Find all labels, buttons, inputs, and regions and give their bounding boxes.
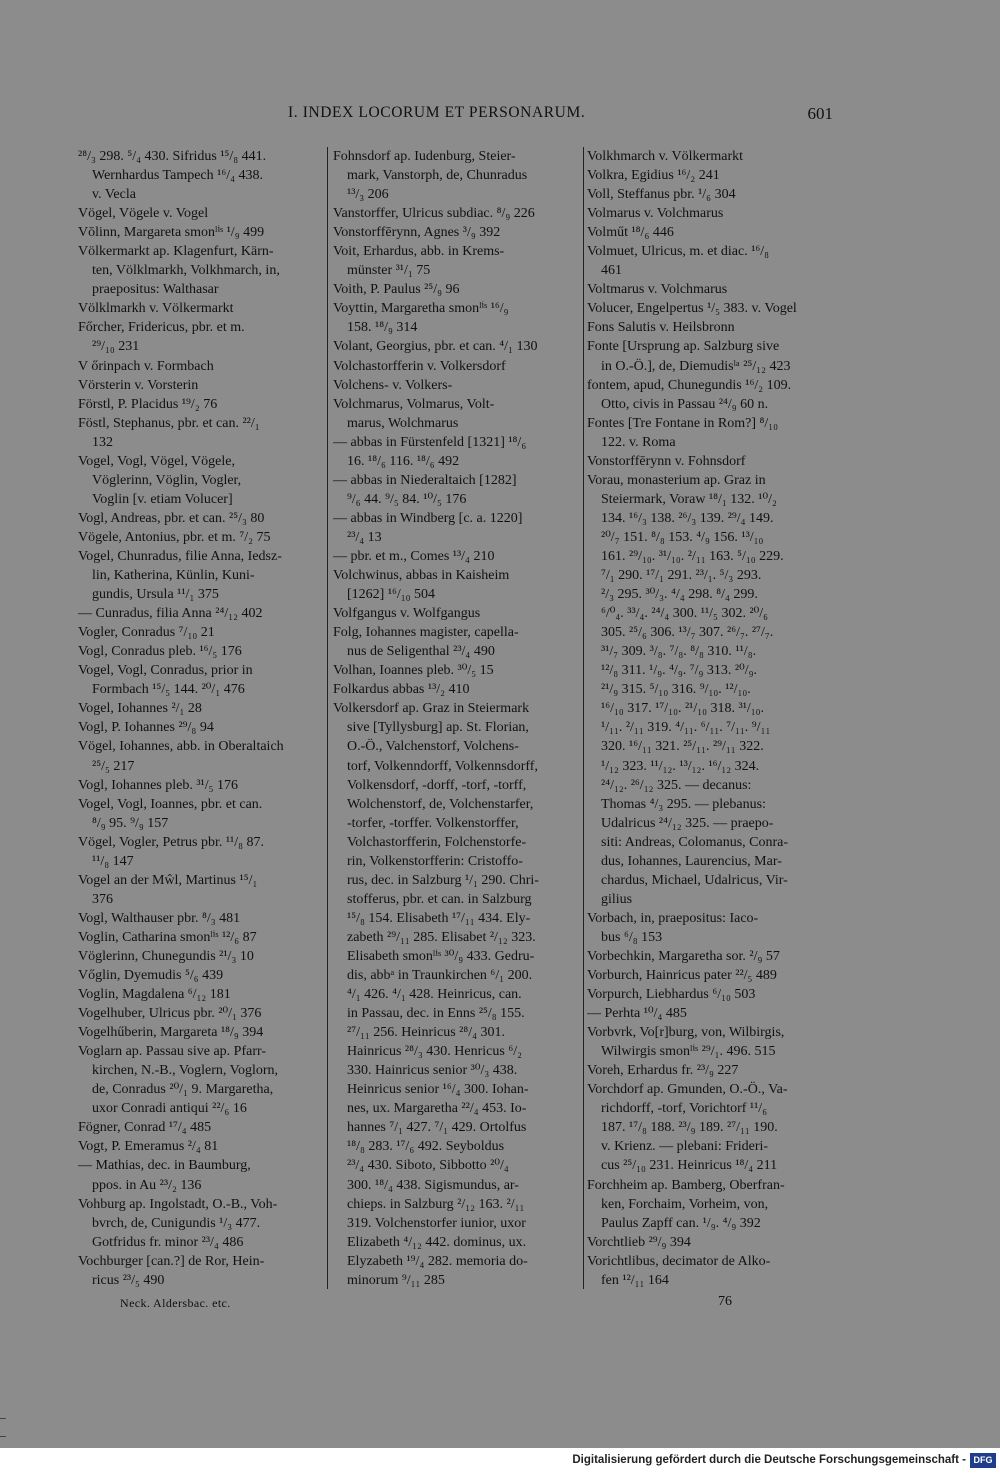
index-entry-line: 158. ¹⁸/₉ 314	[347, 320, 418, 336]
index-entry-line: 461	[601, 263, 622, 279]
index-entry-line: — abbas in Niederaltaich [1282]	[333, 472, 517, 488]
index-entry-line: Vorbach, in, praepositus: Iaco-	[587, 910, 759, 926]
index-entry-line: Vogler, Conradus ⁷/₁₀ 21	[78, 625, 215, 641]
column-divider	[583, 147, 584, 1289]
index-entry-line: de, Conradus ²⁰/₁ 9. Margaretha,	[92, 1082, 274, 1098]
index-entry-line: Völklmarkh v. Völkermarkt	[78, 301, 234, 317]
index-entry-line: Volucer, Engelpertus ¹/₅ 383. v. Vogel	[587, 301, 797, 317]
index-entry-line: Paulus Zapff can. ¹/₉. ⁴/₉ 392	[601, 1215, 761, 1231]
index-entry-line: Elizabeth ⁴/₁₂ 442. dominus, ux.	[347, 1234, 527, 1250]
index-entry-line: Förstl, P. Placidus ¹⁹/₂ 76	[78, 396, 218, 412]
index-entry-line: ⁶/⁰₄. ³³/₄. ²⁴/₄ 300. ¹¹/₅ 302. ²⁰/₆	[601, 606, 769, 622]
page-title: I. INDEX LOCORUM ET PERSONARUM.	[288, 104, 586, 121]
index-entry-line: Vogel, Chunradus, filie Anna, Iedsz-	[78, 548, 282, 564]
index-entry-line: — abbas in Fürstenfeld [1321] ¹⁸/₆	[333, 434, 527, 450]
index-entry-line: rin, Volkenstorfferin: Cristoffo-	[347, 853, 523, 869]
index-entry-line: torf, Volkenndorff, Volkennsdorff,	[347, 758, 538, 774]
index-entry-line: 16. ¹⁸/₆ 116. ¹⁸/₆ 492	[347, 453, 460, 469]
index-entry-line: Vonstorffērynn v. Fohnsdorf	[587, 453, 746, 469]
index-entry-line: Vorpurch, Liebhardus ⁶/₁₀ 503	[587, 987, 756, 1003]
index-entry-line: Elyzabeth ¹⁹/₄ 282. memoria do-	[347, 1253, 528, 1269]
index-entry-line: Fohnsdorf ap. Iudenburg, Steier-	[333, 149, 516, 164]
index-entry-line: gundis, Ursula ¹¹/₁ 375	[92, 587, 219, 603]
index-entry-line: nus de Seligenthal ²³/₄ 490	[347, 644, 495, 660]
index-entry-line: 161. ²⁹/₁₀. ³¹/₁₀. ²/₁₁ 163. ⁵/₁₀ 229.	[601, 548, 784, 564]
index-entry-line: Vohburg ap. Ingolstadt, O.-B., Voh-	[78, 1196, 278, 1212]
index-entry-line: Föstl, Stephanus, pbr. et can. ²²/₁	[78, 415, 260, 431]
index-entry-line: Otto, civis in Passau ²⁴/₉ 60 n.	[601, 396, 769, 412]
index-entry-line: stofferus, pbr. et can. in Salzburg	[347, 891, 532, 907]
index-entry-line: chieps. in Salzburg ²/₁₂ 163. ²/₁₁	[347, 1196, 525, 1212]
index-entry-line: Vögel, Vogler, Petrus pbr. ¹¹/₈ 87.	[78, 834, 265, 850]
index-entry-line: Voglin, Magdalena ⁶/₁₂ 181	[78, 987, 231, 1003]
index-entry-line: dis, abbᵃ in Traunkirchen ⁶/₁ 200.	[347, 968, 533, 984]
index-entry-line: Elisabeth smonˡⁱˢ ³⁰/₉ 433. Gedru-	[347, 948, 535, 964]
index-entry-line: Vöglerinn, Vöglin, Vogler,	[92, 472, 242, 488]
index-entry-line: Voglarn ap. Passau sive ap. Pfarr-	[78, 1044, 267, 1060]
index-entry-line: Vőglin, Dyemudis ⁵/₆ 439	[78, 968, 224, 984]
index-entry-line: Volmarus v. Volchmarus	[587, 206, 724, 222]
index-entry-line: Vogelhűberin, Margareta ¹⁸/₉ 394	[78, 1025, 264, 1041]
index-entry-line: 320. ¹⁶/₁₁ 321. ²⁵/₁₁. ²⁹/₁₁ 322.	[601, 739, 764, 755]
index-entry-line: Thomas ⁴/₃ 295. — plebanus:	[601, 796, 766, 812]
index-entry-line: cus ²⁵/₁₀ 231. Heinricus ¹⁸/₄ 211	[601, 1158, 778, 1174]
index-entry-line: ken, Forchaim, Vorheim, von,	[601, 1196, 769, 1212]
index-entry-line: Volchwinus, abbas in Kaisheim	[333, 568, 510, 584]
footer-sheet-number: 76	[718, 1294, 732, 1309]
index-entry-line: ⁸/₉ 95. ⁹/₉ 157	[92, 815, 169, 831]
index-entry-line: Vorchtlieb ²⁹/₉ 394	[587, 1234, 691, 1250]
index-entry-line: ¹³/₃ 206	[347, 187, 389, 203]
index-entry-line: Volkra, Egidius ¹⁶/₂ 241	[587, 168, 720, 184]
index-entry-line: Steiermark, Voraw ¹⁸/₁ 132. ¹⁰/₂	[601, 491, 777, 507]
index-entry-line: Vanstorffer, Ulricus subdiac. ⁸/₉ 226	[333, 206, 535, 222]
index-entry-line: Vonstorffērynn, Agnes ³/₉ 392	[333, 225, 501, 241]
index-entry-line: ⁷/₁ 290. ¹⁷/₁ 291. ²³/₁. ⁵/₃ 293.	[601, 568, 762, 584]
index-entry-line: praepositus: Walthasar	[92, 282, 219, 298]
index-entry-line: nes, ux. Margaretha ²²/₄ 453. Io-	[347, 1101, 527, 1117]
index-entry-line: 132	[92, 434, 113, 450]
index-entry-line: gilius	[601, 891, 633, 907]
index-entry-line: Vorburch, Hainricus pater ²²/₅ 489	[587, 968, 777, 984]
index-entry-line: bvrch, de, Cunigundis ¹/₃ 477.	[92, 1215, 261, 1231]
index-entry-line: ²⁵/₅ 217	[92, 758, 135, 774]
index-entry-line: Volfgangus v. Wolfgangus	[333, 606, 481, 622]
index-entry-line: Vogel, Vogl, Vögel, Vögele,	[78, 453, 235, 469]
index-entry-line: Vogl, Iohannes pleb. ³¹/₅ 176	[78, 777, 239, 793]
index-entry-line: rus, dec. in Salzburg ¹/₁ 290. Chri-	[347, 872, 539, 888]
index-entry-line: Vögele, Antonius, pbr. et m. ⁷/₂ 75	[78, 529, 271, 545]
index-entry-line: 300. ¹⁸/₄ 438. Sigismundus, ar-	[347, 1177, 519, 1193]
index-entry-line: Vögel, Iohannes, abb. in Oberaltaich	[78, 739, 284, 755]
index-entry-line: Heinricus senior ¹⁶/₄ 300. Iohan-	[347, 1082, 529, 1098]
index-entry-line: Wolchenstorf, de, Volchenstarfer,	[347, 796, 534, 812]
index-entry-line: Voltmarus v. Volchmarus	[587, 282, 728, 298]
index-entry-line: — Mathias, dec. in Baumburg,	[78, 1158, 251, 1174]
index-entry-line: Folkardus abbas ¹³/₂ 410	[333, 682, 470, 698]
index-entry-line: 305. ²⁵/₆ 306. ¹³/₇ 307. ²⁶/₇. ²⁷/₇.	[601, 625, 774, 641]
index-entry-line: Vogel, Vogl, Conradus, prior in	[78, 663, 253, 679]
index-entry-line: 330. Hainricus senior ³⁰/₃ 438.	[347, 1063, 518, 1079]
index-entry-line: Volmuet, Ulricus, m. et diac. ¹⁶/₈	[587, 244, 770, 260]
index-entry-line: Voglin [v. etiam Volucer]	[92, 491, 233, 507]
index-entry-line: ⁹/₆ 44. ⁹/₅ 84. ¹⁰/₅ 176	[347, 491, 467, 507]
index-entry-line: -torfer, -torffer. Volkenstorffer,	[347, 815, 519, 831]
index-entry-line: Volchastorfferin v. Volkersdorf	[333, 358, 506, 374]
index-entry-line: Volant, Georgius, pbr. et can. ⁴/₁ 130	[333, 339, 538, 355]
index-entry-line: marus, Wolchmarus	[347, 415, 459, 431]
index-entry-line: Fonte [Ursprung ap. Salzburg sive	[587, 339, 780, 355]
index-entry-line: Vogl, P. Iohannes ²⁹/₈ 94	[78, 720, 214, 736]
index-entry-line: Voit, Erhardus, abb. in Krems-	[333, 244, 505, 260]
index-entry-line: ²⁹/₁₀ 231	[92, 339, 140, 355]
index-entry-line: ²⁷/₁₁ 256. Heinricus ²⁸/₄ 301.	[347, 1025, 506, 1041]
index-entry-line: Főrcher, Fridericus, pbr. et m.	[78, 320, 245, 336]
index-entry-line: ²⁴/₁₂. ²⁶/₁₂ 325. — decanus:	[601, 777, 752, 793]
index-entry-line: Vorchdorf ap. Gmunden, O.-Ö., Va-	[587, 1082, 788, 1098]
index-entry-line: ²¹/₉ 315. ⁵/₁₀ 316. ⁹/₁₀. ¹²/₁₀.	[601, 682, 751, 698]
index-entry-line: Vögel, Vögele v. Vogel	[78, 206, 209, 222]
index-entry-line: Vorbvrk, Vo[r]burg, von, Wilbirgis,	[587, 1025, 785, 1041]
index-entry-line: Volhan, Ioannes pleb. ³⁰/₅ 15	[333, 663, 494, 679]
index-entry-line: ¹⁵/₈ 154. Elisabeth ¹⁷/₁₁ 434. Ely-	[347, 910, 531, 926]
index-entry-line: — Perhta ¹⁰/₄ 485	[587, 1006, 687, 1022]
index-entry-line: [1262] ¹⁶/₁₀ 504	[347, 587, 436, 603]
index-entry-line: lin, Katherina, Künlin, Kuni-	[92, 568, 255, 584]
index-entry-line: Voll, Steffanus pbr. ¹/₆ 304	[587, 187, 736, 203]
index-entry-line: fen ¹²/₁₁ 164	[601, 1272, 669, 1288]
index-entry-line: Fons Salutis v. Heilsbronn	[587, 320, 735, 336]
index-entry-line: richdorff, -torf, Vorichtorf ¹¹/₆	[601, 1101, 768, 1117]
index-entry-line: ¹/₁₁. ²/₁₁ 319. ⁴/₁₁. ⁶/₁₁. ⁷/₁₁. ⁹/₁₁	[601, 720, 771, 736]
index-entry-line: Vogl, Walthauser pbr. ⁸/₃ 481	[78, 910, 241, 926]
index-entry-line: fontem, apud, Chunegundis ¹⁶/₂ 109.	[587, 377, 792, 393]
index-entry-line: münster ³¹/₁ 75	[347, 263, 431, 279]
index-entry-line: Volchastorfferin, Folchenstorfe-	[347, 834, 527, 850]
margin-tick	[0, 1418, 6, 1419]
index-entry-line: Volkersdorf ap. Graz in Steiermark	[333, 701, 530, 717]
index-column-1	[78, 147, 326, 1295]
index-entry-line: Vochburger [can.?] de Ror, Hein-	[78, 1253, 265, 1269]
funding-bar	[0, 1448, 1000, 1474]
index-entry-line: 187. ¹⁷/₈ 188. ²³/₉ 189. ²⁷/₁₁ 190.	[601, 1120, 778, 1136]
index-entry-line: minorum ⁹/₁₁ 285	[347, 1272, 445, 1288]
index-entry-line: Fontes [Tre Fontane in Rom?] ⁸/₁₀	[587, 415, 779, 431]
index-entry-line: v. Vecla	[92, 187, 136, 203]
index-entry-line: Vorau, monasterium ap. Graz in	[587, 472, 766, 488]
index-entry-line: 122. v. Roma	[601, 434, 676, 450]
index-entry-line: ²³/₄ 13	[347, 529, 382, 545]
index-column-2	[333, 147, 579, 1295]
index-entry-line: ¹/₁₂ 323. ¹¹/₁₂. ¹³/₁₂. ¹⁶/₁₂ 324.	[601, 758, 760, 774]
index-entry-line: Voreh, Erhardus fr. ²³/₉ 227	[587, 1063, 739, 1079]
index-entry-line: O.-Ö., Valchenstorf, Volchens-	[347, 739, 519, 755]
index-entry-line: Vogl, Andreas, pbr. et can. ²⁵/₃ 80	[78, 510, 265, 526]
index-entry-line: ⁴/₁ 426. ⁴/₁ 428. Heinricus, can.	[347, 987, 522, 1003]
index-entry-line: Vorichtlibus, decimator de Alko-	[587, 1253, 771, 1269]
index-entry-line: Voith, P. Paulus ²⁵/₉ 96	[333, 282, 460, 298]
index-entry-line: ¹¹/₈ 147	[92, 853, 134, 869]
index-entry-line: Vogel, Vogl, Ioannes, pbr. et can.	[78, 796, 263, 812]
index-entry-line: sive [Tyllysburg] ap. St. Florian,	[347, 720, 529, 736]
index-entry-line: 134. ¹⁶/₃ 138. ²⁶/₃ 139. ²⁹/₄ 149.	[601, 510, 774, 526]
index-entry-line: ²⁸/₃ 298. ⁵/₄ 430. Sifridus ¹⁵/₈ 441.	[78, 149, 267, 164]
page-number: 601	[807, 104, 833, 123]
index-entry-line: zabeth ²⁹/₁₁ 285. Elisabet ²/₁₂ 323.	[347, 929, 536, 945]
index-entry-line: Fögner, Conrad ¹⁷/₄ 485	[78, 1120, 212, 1136]
index-entry-line: Vogel an der Mŵl, Martinus ¹⁵/₁	[78, 872, 258, 888]
index-entry-line: Hainricus ²⁸/₃ 430. Henricus ⁶/₂	[347, 1044, 522, 1060]
index-entry-line: Vöglerinn, Chunegundis ²¹/₃ 10	[78, 948, 254, 964]
index-entry-line: V őrinpach v. Formbach	[78, 358, 214, 374]
index-entry-line: bus ⁶/₈ 153	[601, 929, 663, 945]
index-entry-line: Vogt, P. Emeramus ²/₄ 81	[78, 1139, 219, 1155]
index-entry-line: Formbach ¹⁵/₅ 144. ²⁰/₁ 476	[92, 682, 245, 698]
index-entry-line: kirchen, N.-B., Voglern, Voglorn,	[92, 1063, 279, 1079]
index-entry-line: ²/₃ 295. ³⁰/₃. ⁴/₄ 298. ⁸/₄ 299.	[601, 587, 758, 603]
index-entry-line: Volkensdorf, -dorff, -torf, -torff,	[347, 777, 527, 793]
index-entry-line: — Cunradus, filia Anna ²⁴/₁₂ 402	[78, 606, 263, 622]
index-entry-line: Volműt ¹⁸/₆ 446	[587, 225, 674, 241]
index-entry-line: ricus ²³/₅ 490	[92, 1272, 165, 1288]
index-entry-line: Vōlinn, Margareta smonˡⁱˢ ¹/₉ 499	[78, 225, 265, 241]
index-entry-line: in O.-Ö.], de, Diemudisˡᵃ ²⁵/₁₂ 423	[601, 358, 791, 374]
index-entry-line: Vörsterin v. Vorsterin	[78, 377, 199, 393]
index-entry-line: Vorbechkin, Margaretha sor. ²/₉ 57	[587, 948, 780, 964]
index-entry-line: Voyttin, Margaretha smonˡⁱˢ ¹⁶/₉	[333, 301, 509, 317]
index-entry-line: Völkermarkt ap. Klagenfurt, Kärn-	[78, 244, 274, 260]
index-entry-line: mark, Vanstorph, de, Chunradus	[347, 168, 528, 184]
index-entry-line: siti: Andreas, Colomanus, Conra-	[601, 834, 789, 850]
index-entry-line: ²⁰/₇ 151. ⁸/₈ 153. ⁴/₉ 156. ¹³/₁₀	[601, 529, 764, 545]
index-column-3	[587, 147, 835, 1295]
footer-signature: Neck. Aldersbac. etc.	[120, 1296, 231, 1310]
index-entry-line: Vogelhuber, Ulricus pbr. ²⁰/₁ 376	[78, 1006, 262, 1022]
index-entry-line: ¹²/₈ 311. ¹/₉. ⁴/₉. ⁷/₉ 313. ²⁰/₉.	[601, 663, 757, 679]
index-entry-line: Voglin, Catharina smonˡⁱˢ ¹²/₆ 87	[78, 929, 257, 945]
index-entry-line: Vogl, Conradus pleb. ¹⁶/₅ 176	[78, 644, 242, 660]
index-entry-line: Gotfridus fr. minor ²³/₄ 486	[92, 1234, 244, 1250]
margin-tick	[0, 1436, 6, 1437]
index-entry-line: ²³/₄ 430. Siboto, Sibbotto ²⁰/₄	[347, 1158, 509, 1174]
index-entry-line: ³¹/₇ 309. ³/₈. ⁷/₈. ⁸/₈ 310. ¹¹/₈.	[601, 644, 757, 660]
page-header	[78, 104, 833, 132]
index-entry-line: chardus, Michael, Udalricus, Vir-	[601, 872, 788, 888]
column-divider	[327, 147, 328, 1289]
index-entry-line: — pbr. et m., Comes ¹³/₄ 210	[333, 548, 495, 564]
index-entry-line: Vogel, Iohannes ²/₁ 28	[78, 701, 202, 717]
index-entry-line: in Passau, dec. in Enns ²⁵/₈ 155.	[347, 1006, 525, 1022]
index-entry-line: v. Krienz. — plebani: Frideri-	[601, 1139, 769, 1155]
index-entry-line: — abbas in Windberg [c. a. 1220]	[333, 510, 523, 526]
index-entry-line: Forchheim ap. Bamberg, Oberfran-	[587, 1177, 785, 1193]
index-entry-line: Wernhardus Tampech ¹⁶/₄ 438.	[92, 168, 263, 184]
index-entry-line: hannes ⁷/₁ 427. ⁷/₁ 429. Ortolfus	[347, 1120, 527, 1136]
index-entry-line: ppos. in Au ²³/₂ 136	[92, 1177, 202, 1193]
index-entry-line: dus, Iohannes, Laurencius, Mar-	[601, 853, 782, 869]
index-entry-line: ¹⁶/₁₀ 317. ¹⁷/₁₀. ²¹/₁₀ 318. ³¹/₁₀.	[601, 701, 765, 717]
index-entry-line: 376	[92, 891, 113, 907]
index-entry-line: ten, Völklmarkh, Volkhmarch, in,	[92, 263, 280, 279]
funding-notice: Digitalisierung gefördert durch die Deutsche Forschungsgemeinschaft -	[572, 1454, 966, 1466]
index-entry-line: ¹⁸/₈ 283. ¹⁷/₆ 492. Seyboldus	[347, 1139, 505, 1155]
index-entry-line: uxor Conradi antiqui ²²/₆ 16	[92, 1101, 247, 1117]
index-entry-line: Volkhmarch v. Völkermarkt	[587, 149, 744, 164]
index-entry-line: Volchens- v. Volkers-	[333, 377, 453, 393]
index-entry-line: Udalricus ²⁴/₁₂ 325. — praepo-	[601, 815, 774, 831]
dfg-logo[interactable]: DFG	[970, 1453, 996, 1468]
index-entry-line: Wilwirgis smonˡⁱˢ ²⁹/₁. 496. 515	[601, 1044, 776, 1060]
index-entry-line: Folg, Iohannes magister, capella-	[333, 625, 519, 641]
index-entry-line: Volchmarus, Volmarus, Volt-	[333, 396, 495, 412]
index-entry-line: 319. Volchenstorfer iunior, uxor	[347, 1215, 526, 1231]
